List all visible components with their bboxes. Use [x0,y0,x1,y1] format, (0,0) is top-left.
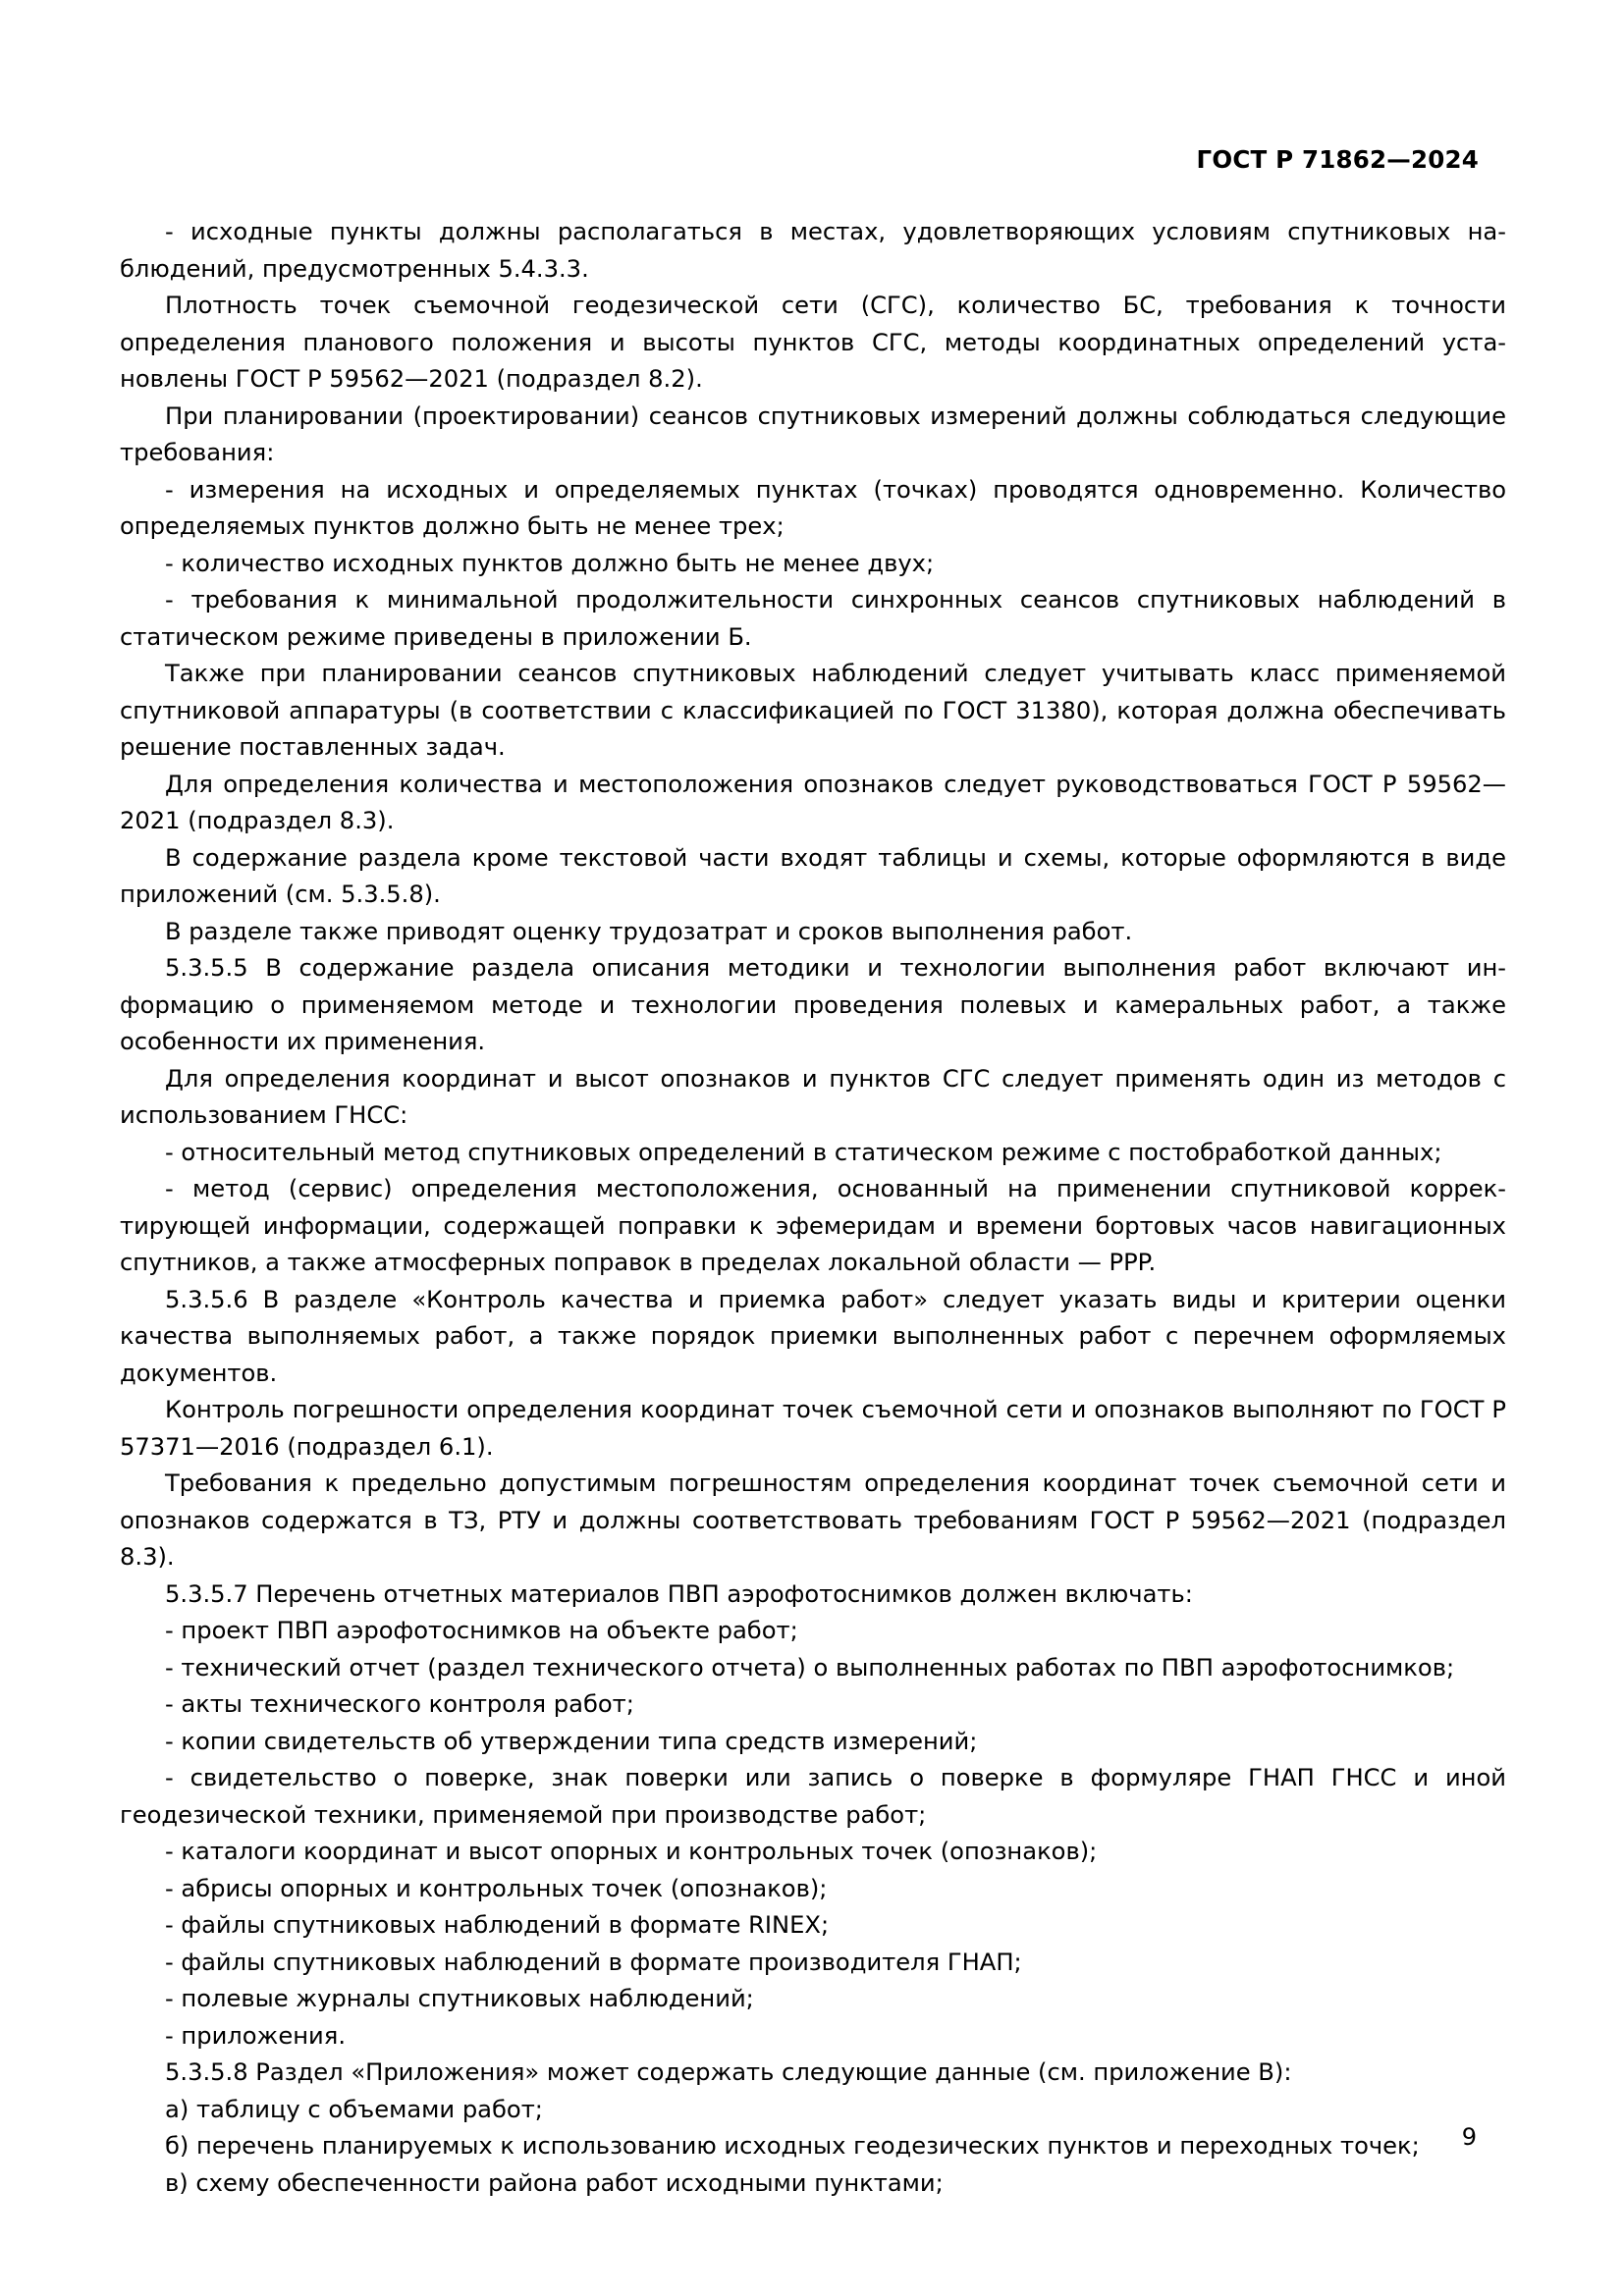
list-item: - акты технического контроля работ; [165,1690,634,1718]
paragraph: - измерения на исходных и определяемых пунктах (точках) проводятся одновременно. Количество определяемых пунктов должно быть не менее трех; [120,475,1506,540]
list-item: - файлы спутниковых наблюдений в формате производителя ГНАП; [165,1948,1022,1976]
list-item: - приложения. [165,2021,347,2050]
paragraph: В разделе также приводят оценку трудозатрат и сроков выполнения работ. [165,917,1133,945]
standard-header: ГОСТ Р 71862—2024 [1196,145,1479,174]
paragraph: Для определения координат и высот опознаков и пунктов СГС следует применять один из методов с использованием ГНСС: [120,1064,1506,1129]
paragraph: - требования к минимальной продолжительности синхронных сеансов спутниковых наблюдений в статическом режиме приведены в приложении Б. [120,586,1506,651]
page-number: 9 [1461,2123,1477,2151]
paragraph: - исходные пункты должны располагаться в местах, удовлетворяющих условиям спутниковых наблюдений, предусмотренных 5.4.3.3. [120,218,1506,283]
list-item: - копии свидетельств об утверждении типа средств измерений; [165,1727,978,1755]
clause-paragraph: 5.3.5.6 В разделе «Контроль качества и приемка работ» следует указать виды и критерии оценки качества выполняемых работ, а также порядок приемки выполненных работ с перечнем оформляемых документов. [120,1285,1506,1387]
clause-paragraph: 5.3.5.8 Раздел «Приложения» может содержать следующие данные (см. приложение В): [165,2058,1292,2086]
paragraph: При планировании (проектировании) сеансов спутниковых измерений должны соблюдаться следующие требования: [120,401,1506,466]
list-item: - проект ПВП аэрофотоснимков на объекте работ; [165,1617,798,1644]
list-item: б) перечень планируемых к использованию исходных геодезических пунктов и переходных точек; [165,2132,1420,2160]
clause-paragraph: 5.3.5.7 Перечень отчетных материалов ПВП аэрофотоснимков должен включать: [165,1579,1193,1608]
list-item: - абрисы опорных и контрольных точек (опознаков); [165,1874,828,1902]
paragraph: - количество исходных пунктов должно быть не менее двух; [165,549,935,577]
paragraph: В содержание раздела кроме текстовой части входят таблицы и схемы, которые оформляются в виде приложений (см. 5.3.5.8). [120,843,1506,908]
list-item: в) схему обеспеченности района работ исходными пунктами; [165,2168,944,2197]
list-item: а) таблицу с объемами работ; [165,2095,543,2123]
paragraph: Также при планировании сеансов спутниковых наблюдений следует учитывать класс применяемой спутниковой аппаратуры (в соответствии с классификацией по ГОСТ 31380), которая должна обеспечивать решение поставленных задач. [120,660,1506,761]
paragraph: Для определения количества и местоположения опознаков следует руководствоваться ГОСТ Р 59562—2021 (подраздел 8.3). [120,770,1506,834]
document-body [120,214,1506,2202]
paragraph: Требования к предельно допустимым погрешностям определения координат точек съемочной сети и опознаков содержатся в ТЗ, РТУ и должны соответствовать требованиям ГОСТ Р 59562—2021 (подраздел 8.3). [120,1469,1506,1571]
list-item: - полевые журналы спутниковых наблюдений; [165,1985,754,2012]
list-item: - свидетельство о поверке, знак поверки или запись о поверке в формуляре ГНАП ГНСС и иной геодезической техники, применяемой при производстве работ; [120,1764,1506,1829]
paragraph: - относительный метод спутниковых определений в статическом режиме с постобработкой данных; [165,1138,1442,1166]
list-item: - технический отчет (раздел технического отчета) о выполненных работах по ПВП аэрофотоснимков; [165,1653,1455,1682]
paragraph: - метод (сервис) определения местоположения, основанный на применении спутниковой корректирующей информации, содержащей поправки к эфемеридам и времени бортовых часов навигационных спутников, а также атмосферных поправок в пределах локальной области — PPP. [120,1175,1506,1276]
paragraph: Контроль погрешности определения координат точек съемочной сети и опознаков выполняют по ГОСТ Р 57371—2016 (подраздел 6.1). [120,1396,1506,1461]
paragraph: Плотность точек съемочной геодезической сети (СГС), количество БС, требования к точности определения планового положения и высоты пунктов СГС, методы координатных определений установлены ГОСТ Р 59562—2021 (подраздел 8.2). [120,292,1506,393]
list-item: - каталоги координат и высот опорных и контрольных точек (опознаков); [165,1838,1098,1865]
list-item: - файлы спутниковых наблюдений в формате RINEX; [165,1911,830,1939]
clause-paragraph: 5.3.5.5 В содержание раздела описания методики и технологии выполнения работ включают информацию о применяемом методе и технологии проведения полевых и камеральных работ, а также особенности их применения. [120,954,1506,1055]
